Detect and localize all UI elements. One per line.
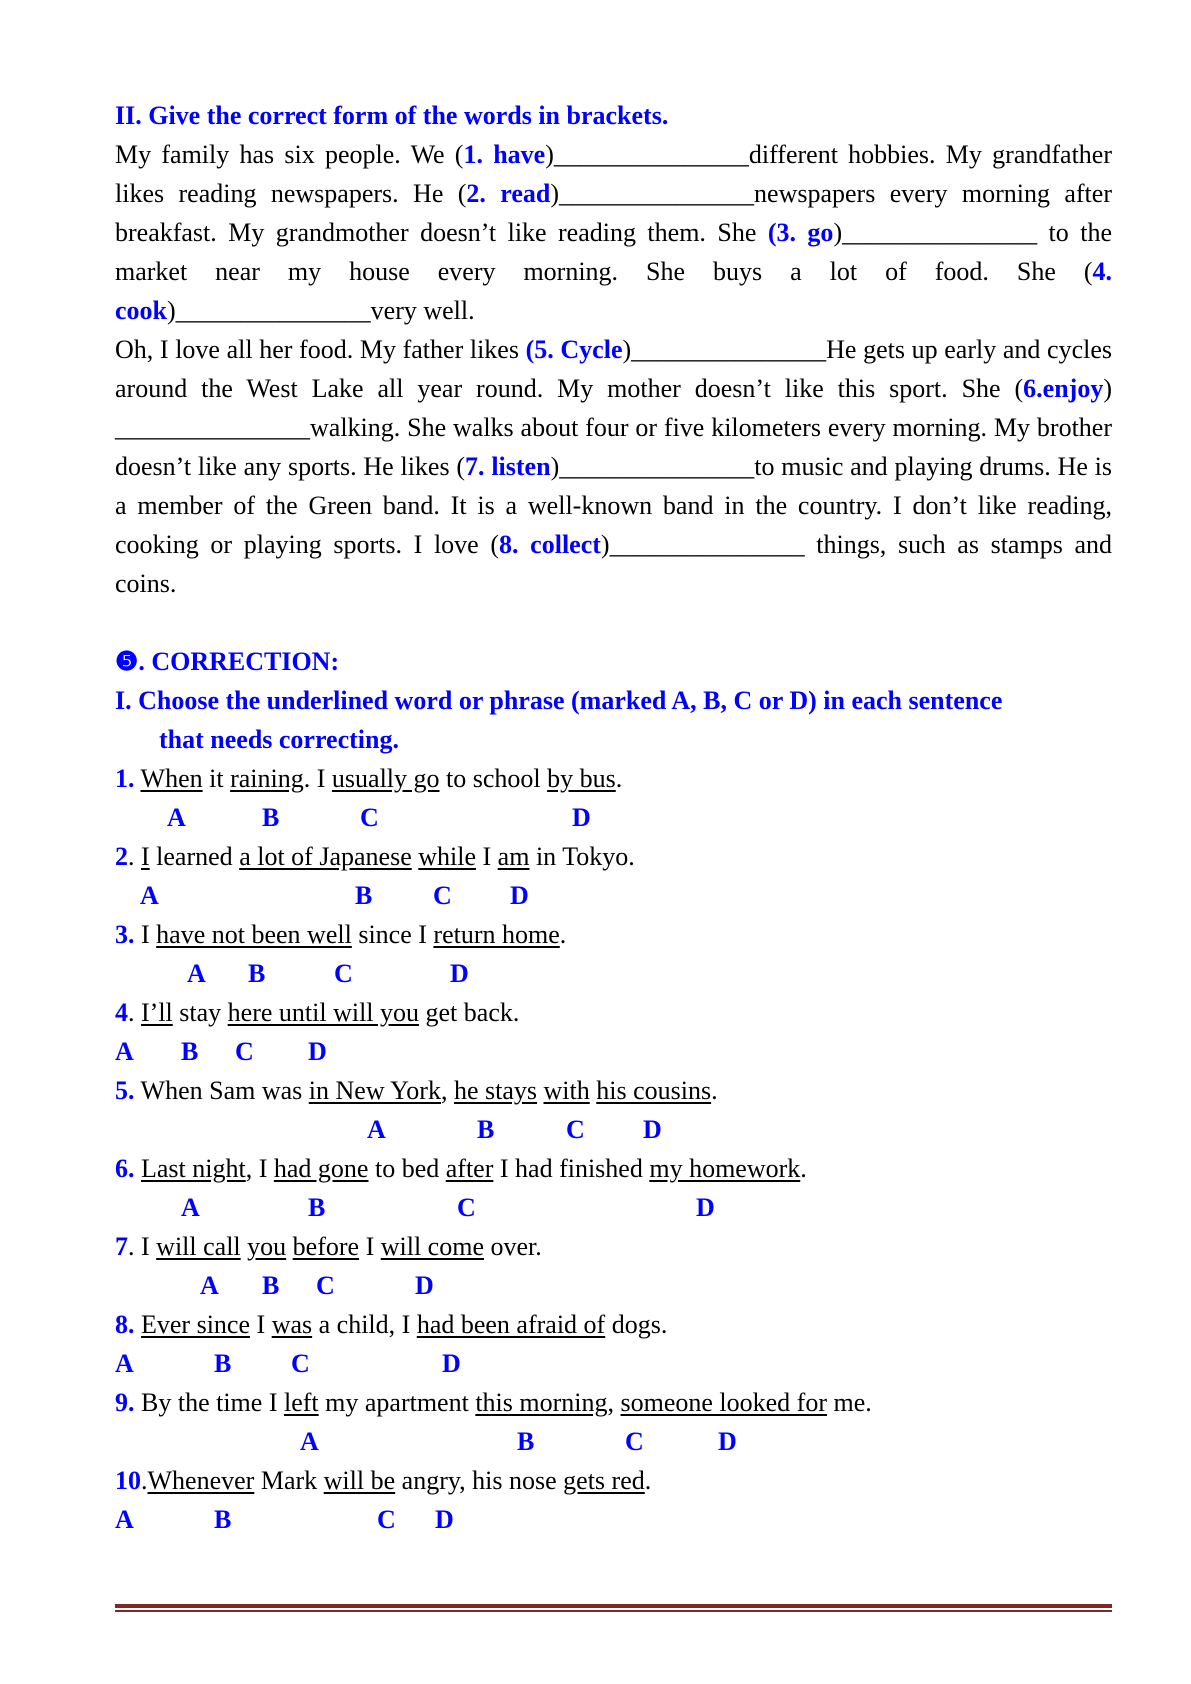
question-5 xyxy=(115,1071,1112,1110)
option-a[interactable]: A xyxy=(115,1505,134,1534)
keyword-8: 8. collect xyxy=(499,530,601,559)
underlined-option[interactable]: my homework xyxy=(649,1154,801,1183)
sentence-text: By the time I xyxy=(134,1388,284,1417)
sentence-text: me. xyxy=(827,1388,872,1417)
sentence-text: to school xyxy=(439,764,548,793)
sentence-text: in Tokyo. xyxy=(529,842,635,871)
underlined-option[interactable]: will come xyxy=(380,1232,484,1261)
sentence-text: over. xyxy=(484,1232,542,1261)
sentence-text: since I xyxy=(351,920,434,949)
underlined-option[interactable]: Last night xyxy=(141,1154,246,1183)
underlined-option[interactable]: by bus xyxy=(547,764,616,793)
answer-letters xyxy=(115,1344,1112,1383)
option-b[interactable]: B xyxy=(477,1115,495,1144)
keyword-3: (3. go xyxy=(767,218,834,247)
question-number: 9. xyxy=(115,1388,135,1417)
question-4 xyxy=(115,993,1112,1032)
option-c[interactable]: C xyxy=(625,1427,644,1456)
sentence-text: I xyxy=(250,1310,272,1339)
sentence-text: , xyxy=(440,1076,454,1105)
option-b[interactable]: B xyxy=(214,1505,232,1534)
underlined-option[interactable]: return home xyxy=(433,920,560,949)
answer-letters xyxy=(115,1032,1112,1071)
option-d[interactable]: D xyxy=(643,1115,662,1144)
footer-rule xyxy=(115,1604,1112,1612)
question-number: 2 xyxy=(115,842,128,871)
option-b[interactable]: B xyxy=(262,803,280,832)
option-a[interactable]: A xyxy=(115,1037,134,1066)
underlined-option[interactable]: had been afraid of xyxy=(416,1310,606,1339)
option-c[interactable]: C xyxy=(457,1193,476,1222)
underlined-option[interactable]: am xyxy=(497,842,530,871)
option-a[interactable]: A xyxy=(181,1193,200,1222)
footer-line-thick xyxy=(115,1604,1112,1608)
option-c[interactable]: C xyxy=(433,881,452,910)
sentence-text: . xyxy=(128,998,141,1027)
underlined-option[interactable]: in New York xyxy=(308,1076,441,1105)
sentence-text: it xyxy=(202,764,231,793)
underlined-option[interactable]: you xyxy=(247,1232,287,1261)
option-c[interactable]: C xyxy=(360,803,379,832)
option-c[interactable]: C xyxy=(377,1505,396,1534)
sentence-text: learned xyxy=(149,842,240,871)
underlined-option[interactable]: Whenever xyxy=(147,1466,255,1495)
sentence-text: Mark xyxy=(254,1466,324,1495)
underlined-option[interactable]: had gone xyxy=(273,1154,369,1183)
section-2-paragraph-2: Oh, I love all her food. My father likes (5. Cycle)_______________He gets up early and cycles around the West Lake all year round. My mother doesn’t like this sport. She (6.enjoy) _______________walking. She walks about four or five kilometers every morning. My brother doesn’t like any sports. He likes (7. listen)_______________to music and playing drums. He is a member of the Green band. It is a well-known band in the country. I don’t like reading, cooking or playing sports. I love (8. collect)_______________ things, such as stamps and coins. xyxy=(115,335,1113,598)
blank-4[interactable]: _______________ xyxy=(175,296,371,325)
underlined-option[interactable]: he stays xyxy=(453,1076,538,1105)
option-d[interactable]: D xyxy=(308,1037,327,1066)
option-d[interactable]: D xyxy=(450,959,469,988)
sentence-text: . xyxy=(128,842,141,871)
blank-5[interactable]: _______________ xyxy=(631,335,827,364)
underlined-option[interactable]: a lot of Japanese xyxy=(239,842,412,871)
sentence-text: angry, his nose xyxy=(395,1466,564,1495)
option-c[interactable]: C xyxy=(334,959,353,988)
sentence-text: a child, I xyxy=(312,1310,417,1339)
sentence-text: . xyxy=(141,1466,148,1495)
option-c[interactable]: C xyxy=(316,1271,335,1300)
option-d[interactable]: D xyxy=(442,1349,461,1378)
section-2-title: II. Give the correct form of the words in brackets. xyxy=(115,101,669,130)
option-d[interactable]: D xyxy=(415,1271,434,1300)
answer-letters xyxy=(115,1188,1112,1227)
sentence-text: my apartment xyxy=(318,1388,476,1417)
question-2 xyxy=(115,837,1112,876)
sentence-text: I had finished xyxy=(493,1154,650,1183)
keyword-5: (5. Cycle xyxy=(525,335,623,364)
question-9 xyxy=(115,1383,1112,1422)
option-b[interactable]: B xyxy=(517,1427,535,1456)
underlined-option[interactable]: after xyxy=(445,1154,494,1183)
underlined-option[interactable]: Ever since xyxy=(141,1310,251,1339)
underlined-option[interactable]: this morning xyxy=(475,1388,608,1417)
underlined-option[interactable]: with xyxy=(543,1076,590,1105)
underlined-option[interactable]: I’ll xyxy=(141,998,173,1027)
underlined-option[interactable]: left xyxy=(283,1388,319,1417)
keyword-6: 6.enjoy xyxy=(1023,374,1104,403)
sentence-text: . I xyxy=(128,1232,157,1261)
keyword-1: 1. have xyxy=(463,140,546,169)
answer-letters xyxy=(115,798,1112,837)
option-a[interactable]: A xyxy=(115,1349,134,1378)
question-7 xyxy=(115,1227,1112,1266)
answer-letters xyxy=(115,1500,1112,1539)
spacer xyxy=(115,603,1112,642)
option-d[interactable]: D xyxy=(718,1427,737,1456)
question-number: 7 xyxy=(115,1232,128,1261)
option-a[interactable]: A xyxy=(167,803,186,832)
option-a[interactable]: A xyxy=(200,1271,219,1300)
option-d[interactable]: D xyxy=(572,803,591,832)
sentence-text: to bed xyxy=(368,1154,446,1183)
sentence-text: I xyxy=(359,1232,381,1261)
sentence-text: stay xyxy=(172,998,228,1027)
option-b[interactable]: B xyxy=(355,881,373,910)
option-b[interactable]: B xyxy=(308,1193,326,1222)
sentence-text: . xyxy=(644,1466,652,1495)
underlined-option[interactable]: before xyxy=(292,1232,360,1261)
question-number: 10 xyxy=(115,1466,141,1495)
question-number: 1. xyxy=(115,764,135,793)
option-b[interactable]: B xyxy=(181,1037,199,1066)
underlined-option[interactable]: have not been well xyxy=(156,920,352,949)
correction-heading: ❺. CORRECTION: xyxy=(115,647,340,676)
underlined-option[interactable]: here until will you xyxy=(227,998,420,1027)
number-five-icon: ❺ xyxy=(115,647,139,676)
answer-letters xyxy=(115,954,1112,993)
correction-instruction: I. Choose the underlined word or phrase (marked A, B, C or D) in each sentence that needs correcting. xyxy=(115,686,1003,754)
underlined-option[interactable]: was xyxy=(271,1310,313,1339)
underlined-option[interactable]: raining xyxy=(230,764,304,793)
sentence-text: When Sam was xyxy=(134,1076,309,1105)
keyword-4: 4. cook xyxy=(115,257,1112,325)
option-b[interactable]: B xyxy=(214,1349,232,1378)
blank-8[interactable]: _______________ xyxy=(609,530,805,559)
keyword-7: 7. listen xyxy=(465,452,551,481)
underlined-option[interactable]: will be xyxy=(323,1466,396,1495)
question-number: 4 xyxy=(115,998,128,1027)
blank-1[interactable]: _______________ xyxy=(553,140,749,169)
question-6 xyxy=(115,1149,1112,1188)
section-2-paragraph-1: My family has six people. We (1. have)_______________different hobbies. My grandfather likes reading newspapers. He (2. read)_______________newspapers every morning after breakfast. My grandmother doesn’t like reading them. She (3. go)_______________ to the market near my house every morning. She buys a lot of food. She (4. cook)_______________very well. xyxy=(115,140,1112,325)
blank-2[interactable]: _______________ xyxy=(559,179,755,208)
option-a[interactable]: A xyxy=(140,881,159,910)
option-a[interactable]: A xyxy=(300,1427,319,1456)
question-number: 6. xyxy=(115,1154,135,1183)
underlined-option[interactable]: usually go xyxy=(331,764,440,793)
footer-line-thin xyxy=(115,1610,1112,1612)
sentence-text: . xyxy=(711,1076,718,1105)
underlined-option[interactable]: gets red xyxy=(563,1466,645,1495)
underlined-option[interactable]: his cousins xyxy=(596,1076,712,1105)
answer-letters xyxy=(115,1266,1112,1305)
blank-3[interactable]: _______________ xyxy=(842,218,1038,247)
option-d[interactable]: D xyxy=(696,1193,715,1222)
answer-letters xyxy=(115,1422,1112,1461)
question-number: 3. xyxy=(115,920,135,949)
sentence-text: get back. xyxy=(419,998,520,1027)
option-b[interactable]: B xyxy=(262,1271,280,1300)
option-c[interactable]: C xyxy=(291,1349,310,1378)
sentence-text: , I xyxy=(245,1154,274,1183)
sentence-text: . xyxy=(800,1154,807,1183)
keyword-2: 2. read xyxy=(466,179,551,208)
option-a[interactable]: A xyxy=(187,959,206,988)
option-a[interactable]: A xyxy=(367,1115,386,1144)
option-c[interactable]: C xyxy=(235,1037,254,1066)
underlined-option[interactable]: while xyxy=(418,842,476,871)
sentence-text: . I xyxy=(303,764,332,793)
option-c[interactable]: C xyxy=(566,1115,585,1144)
question-1 xyxy=(115,759,1112,798)
underlined-option[interactable]: will call xyxy=(156,1232,241,1261)
option-d[interactable]: D xyxy=(510,881,529,910)
question-8 xyxy=(115,1305,1112,1344)
sentence-text: . xyxy=(559,920,567,949)
underlined-option[interactable]: I xyxy=(141,842,150,871)
question-number: 5. xyxy=(115,1076,135,1105)
underlined-option[interactable]: When xyxy=(140,764,203,793)
answer-letters xyxy=(115,876,1112,915)
sentence-text: . xyxy=(615,764,623,793)
underlined-option[interactable]: someone looked for xyxy=(620,1388,828,1417)
sentence-text: dogs. xyxy=(605,1310,668,1339)
sentence-text: I xyxy=(476,842,498,871)
blank-6[interactable]: _______________ xyxy=(115,413,310,442)
answer-letters xyxy=(115,1110,1112,1149)
question-10 xyxy=(115,1461,1112,1500)
worksheet-page xyxy=(115,96,1112,1539)
question-3 xyxy=(115,915,1112,954)
option-d[interactable]: D xyxy=(435,1505,454,1534)
blank-7[interactable]: _______________ xyxy=(559,452,755,481)
sentence-text: , xyxy=(607,1388,621,1417)
sentence-text: I xyxy=(134,920,157,949)
question-list xyxy=(115,759,1112,1539)
option-b[interactable]: B xyxy=(248,959,266,988)
question-number: 8. xyxy=(115,1310,135,1339)
